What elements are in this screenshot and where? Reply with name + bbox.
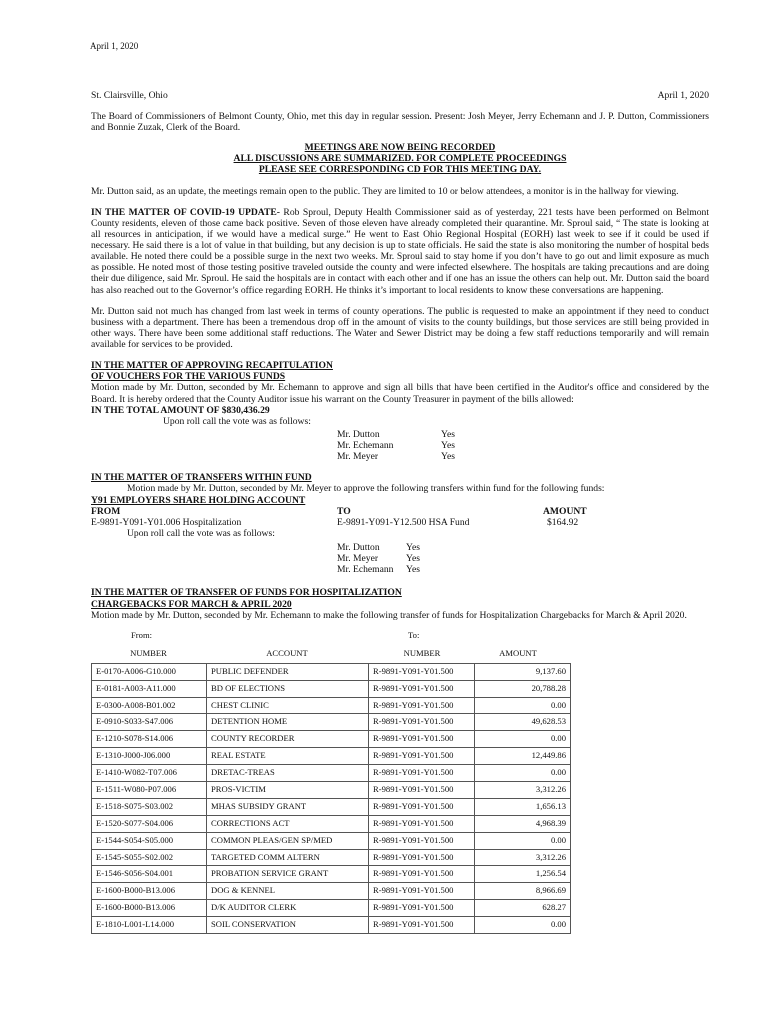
notice-line: PLEASE SEE CORRESPONDING CD FOR THIS MEETING DAY. [258, 163, 542, 175]
voter-name: Mr. Echemann [337, 440, 394, 452]
recap-heading: OF VOUCHERS FOR THE VARIOUS FUNDS [91, 371, 286, 383]
cell-from-number: E-1410-W082-T07.006 [92, 765, 207, 782]
cell-from-number: E-1545-S055-S02.002 [92, 849, 207, 866]
recap-section [91, 360, 709, 462]
cell-account: CHEST CLINIC [207, 697, 369, 714]
cell-from-number: E-1310-J000-J06.000 [92, 748, 207, 765]
transfers-section [91, 472, 709, 575]
cell-from-number: E-1600-B000-B13.006 [92, 883, 207, 900]
vote-value: Yes [441, 451, 455, 463]
cell-from-number: E-1600-B000-B13.006 [92, 900, 207, 917]
table-row [92, 832, 571, 849]
cell-from-number: E-1546-S056-S04.001 [92, 866, 207, 883]
cell-account: REAL ESTATE [207, 748, 369, 765]
running-header-date: April 1, 2020 [90, 41, 139, 51]
voter-name: Mr. Dutton [337, 428, 380, 440]
cell-to-number: R-9891-Y091-Y01.500 [369, 748, 475, 765]
dateline [91, 90, 709, 101]
cell-amount: 12,449.86 [475, 748, 571, 765]
cell-account: D/K AUDITOR CLERK [207, 900, 369, 917]
cell-from-number: E-1511-W080-P07.006 [92, 782, 207, 799]
to-label: To: [408, 629, 420, 640]
table-row [92, 731, 571, 748]
transfers-votes [337, 542, 709, 575]
cell-account: SOIL CONSERVATION [207, 917, 369, 934]
cell-account: CORRECTIONS ACT [207, 815, 369, 832]
cell-amount: 49,628.53 [475, 714, 571, 731]
cell-account: PROS-VICTIM [207, 782, 369, 799]
vote-row [337, 553, 709, 564]
table-row [92, 798, 571, 815]
table-row [92, 765, 571, 782]
cell-account: COUNTY RECORDER [207, 731, 369, 748]
notice-line: ALL DISCUSSIONS ARE SUMMARIZED. FOR COMPLETE PROCEEDINGS [233, 153, 567, 165]
recap-total: IN THE TOTAL AMOUNT OF $830,436.29 [91, 404, 270, 416]
cell-from-number: E-0910-S033-S47.006 [92, 714, 207, 731]
col-amount: AMOUNT [543, 505, 587, 517]
hosp-heading: CHARGEBACKS FOR MARCH & APRIL 2020 [91, 598, 292, 610]
vote-row [337, 564, 709, 575]
table-row [92, 883, 571, 900]
vote-row [337, 542, 709, 553]
cell-amount: 0.00 [475, 832, 571, 849]
hosp-heading: IN THE MATTER OF TRANSFER OF FUNDS FOR HOSPITALIZATION [91, 587, 402, 599]
cell-amount: 1,656.13 [475, 798, 571, 815]
cell-account: PUBLIC DEFENDER [207, 663, 369, 680]
transfer-to: E-9891-Y091-Y12.500 HSA Fund [337, 516, 470, 528]
vote-value: Yes [441, 428, 455, 440]
col-number-to: NUMBER [403, 647, 441, 658]
cell-to-number: R-9891-Y091-Y01.500 [369, 815, 475, 832]
chargeback-table [91, 663, 571, 934]
cell-account: DETENTION HOME [207, 714, 369, 731]
recap-roll-call: Upon roll call the vote was as follows: [163, 415, 311, 427]
hospitalization-section [91, 587, 709, 934]
table-row [92, 849, 571, 866]
table-row [92, 714, 571, 731]
cell-amount: 1,256.54 [475, 866, 571, 883]
cell-amount: 628.27 [475, 900, 571, 917]
cell-to-number: R-9891-Y091-Y01.500 [369, 663, 475, 680]
intro-paragraph: The Board of Commissioners of Belmont County, Ohio, met this day in regular session. Present: Josh Meyer, Jerry Echemann and J. P. Dutton, Commissioners and Bonnie Zuzak, Clerk of the Board. [91, 111, 709, 134]
transfer-row [91, 517, 709, 528]
cell-to-number: R-9891-Y091-Y01.500 [369, 697, 475, 714]
fund-name: Y91 EMPLOYERS SHARE HOLDING ACCOUNT [91, 494, 306, 506]
cell-to-number: R-9891-Y091-Y01.500 [369, 782, 475, 799]
vote-row [337, 451, 709, 462]
cell-amount: 3,312.26 [475, 782, 571, 799]
covid-heading: IN THE MATTER OF COVID-19 UPDATE- [91, 206, 280, 218]
recap-heading: IN THE MATTER OF APPROVING RECAPITULATION [91, 360, 333, 372]
table-row [92, 815, 571, 832]
table-row [92, 917, 571, 934]
cell-account: COMMON PLEAS/GEN SP/MED [207, 832, 369, 849]
vote-value: Yes [441, 440, 455, 452]
cell-amount: 0.00 [475, 917, 571, 934]
transfers-roll-call: Upon roll call the vote was as follows: [127, 527, 275, 539]
cell-to-number: R-9891-Y091-Y01.500 [369, 731, 475, 748]
cell-from-number: E-0181-A003-A11.000 [92, 680, 207, 697]
table-row [92, 697, 571, 714]
cell-account: BD OF ELECTIONS [207, 680, 369, 697]
cell-to-number: R-9891-Y091-Y01.500 [369, 765, 475, 782]
vote-value: Yes [406, 564, 420, 576]
col-amount: AMOUNT [499, 647, 537, 658]
cell-amount: 9,137.60 [475, 663, 571, 680]
transfer-from: E-9891-Y091-Y01.006 Hospitalization [91, 516, 242, 528]
col-account: ACCOUNT [266, 647, 308, 658]
cell-amount: 0.00 [475, 697, 571, 714]
table-row [92, 900, 571, 917]
col-from: FROM [91, 505, 121, 517]
cell-from-number: E-1520-S077-S04.006 [92, 815, 207, 832]
county-operations-paragraph: Mr. Dutton said not much has changed from last week in terms of county operations. The public is requested to make an appointment if they need to conduct business with a department. There has been a tremendous drop off in the amount of visits to the county buildings, but those services are still being provided in other ways. There have been some additional staff reductions. The Water and Sewer District may be doing a few staff reductions temporarily and will remain available for services to be provided. [91, 305, 709, 351]
hosp-motion: Motion made by Mr. Dutton, seconded by Mr. Echemann to make the following transfer of funds for Hospitalization Chargebacks for March & April 2020. [91, 609, 687, 621]
recording-notice [91, 143, 709, 175]
transfers-heading: IN THE MATTER OF TRANSFERS WITHIN FUND [91, 472, 312, 484]
table-row [92, 663, 571, 680]
recap-motion: Motion made by Mr. Dutton, seconded by Mr. Echemann to approve and sign all bills that have been certified in the Auditor's office and considered by the Board. It is hereby ordered that the County Auditor issue his warrant on the County Treasurer in payment of the bills allowed: [91, 382, 709, 405]
vote-value: Yes [406, 542, 420, 554]
col-number: NUMBER [130, 647, 167, 658]
cell-from-number: E-0300-A008-B01.002 [92, 697, 207, 714]
covid-text: Rob Sproul, Deputy Health Commissioner said as of yesterday, 221 tests have been performed on Belmont County residents, eleven of those came back positive. Seven of those eleven have already completed their quarantine. Mr. Sproul said, “ The state is looking at all resources in anticipation, if we would have a medical surge.” He went to East Ohio Regional Hospital (EORH) last week to see if it could be used if necessary. He said there is a lot of value in that building, but any decision is up to state officials. He said the state is also monitoring the number of hospital beds available. He noted there could be a possible surge in the next two weeks. Mr. Sproul said to stay home if you don’t have to go out and limit exposure as much as possible. He noted most of those testing positive traveled outside the county and were infected elsewhere. The hospitals are taking precautions and are doing their due diligence, said Mr. Sproul. He said the hospitals are in contact with each other and if one has an issue the others can help out. Mr. Dutton said the board has also reached out to the Governor’s office regarding EORH. He thinks it’s important to local residents to know these conversations are happening. [91, 206, 709, 296]
cell-amount: 8,966.69 [475, 883, 571, 900]
cell-from-number: E-1544-S054-S05.000 [92, 832, 207, 849]
recap-votes [337, 429, 709, 462]
cell-account: DRETAC-TREAS [207, 765, 369, 782]
cell-amount: 20,788.28 [475, 680, 571, 697]
cell-account: MHAS SUBSIDY GRANT [207, 798, 369, 815]
cell-to-number: R-9891-Y091-Y01.500 [369, 900, 475, 917]
cell-to-number: R-9891-Y091-Y01.500 [369, 866, 475, 883]
cell-to-number: R-9891-Y091-Y01.500 [369, 714, 475, 731]
location: St. Clairsville, Ohio [91, 90, 168, 101]
vote-row [337, 429, 709, 440]
cell-amount: 4,968.39 [475, 815, 571, 832]
col-to: TO [337, 505, 351, 517]
cell-to-number: R-9891-Y091-Y01.500 [369, 680, 475, 697]
cell-amount: 0.00 [475, 731, 571, 748]
table-row [92, 866, 571, 883]
document-body [91, 90, 709, 934]
table-column-headers [91, 649, 709, 659]
table-row [92, 680, 571, 697]
voter-name: Mr. Echemann [337, 564, 394, 576]
cell-account: PROBATION SERVICE GRANT [207, 866, 369, 883]
cell-from-number: E-1518-S075-S03.002 [92, 798, 207, 815]
table-row [92, 782, 571, 799]
vote-row [337, 440, 709, 451]
transfers-motion: Motion made by Mr. Dutton, seconded by Mr. Meyer to approve the following transfers within fund for the following funds: [127, 483, 605, 495]
cell-account: TARGETED COMM ALTERN [207, 849, 369, 866]
cell-amount: 0.00 [475, 765, 571, 782]
voter-name: Mr. Dutton [337, 542, 380, 554]
from-to-labels [91, 631, 709, 641]
meeting-date: April 1, 2020 [657, 90, 709, 101]
from-label: From: [131, 629, 153, 640]
transfer-amount: $164.92 [547, 516, 579, 528]
cell-to-number: R-9891-Y091-Y01.500 [369, 849, 475, 866]
voter-name: Mr. Meyer [337, 451, 379, 463]
voter-name: Mr. Meyer [337, 553, 379, 565]
cell-from-number: E-1810-L001-L14.000 [92, 917, 207, 934]
notice-line: MEETINGS ARE NOW BEING RECORDED [304, 142, 496, 154]
cell-to-number: R-9891-Y091-Y01.500 [369, 917, 475, 934]
cell-from-number: E-0170-A006-G10.000 [92, 663, 207, 680]
vote-value: Yes [406, 553, 420, 565]
cell-amount: 3,312.26 [475, 849, 571, 866]
update-paragraph: Mr. Dutton said, as an update, the meetings remain open to the public. They are limited to 10 or below attendees, a monitor is in the hallway for viewing. [91, 185, 679, 197]
transfer-header-row [91, 506, 709, 517]
cell-account: DOG & KENNEL [207, 883, 369, 900]
cell-to-number: R-9891-Y091-Y01.500 [369, 832, 475, 849]
covid-paragraph [91, 207, 709, 296]
table-row [92, 748, 571, 765]
cell-to-number: R-9891-Y091-Y01.500 [369, 883, 475, 900]
cell-to-number: R-9891-Y091-Y01.500 [369, 798, 475, 815]
cell-from-number: E-1210-S078-S14.006 [92, 731, 207, 748]
